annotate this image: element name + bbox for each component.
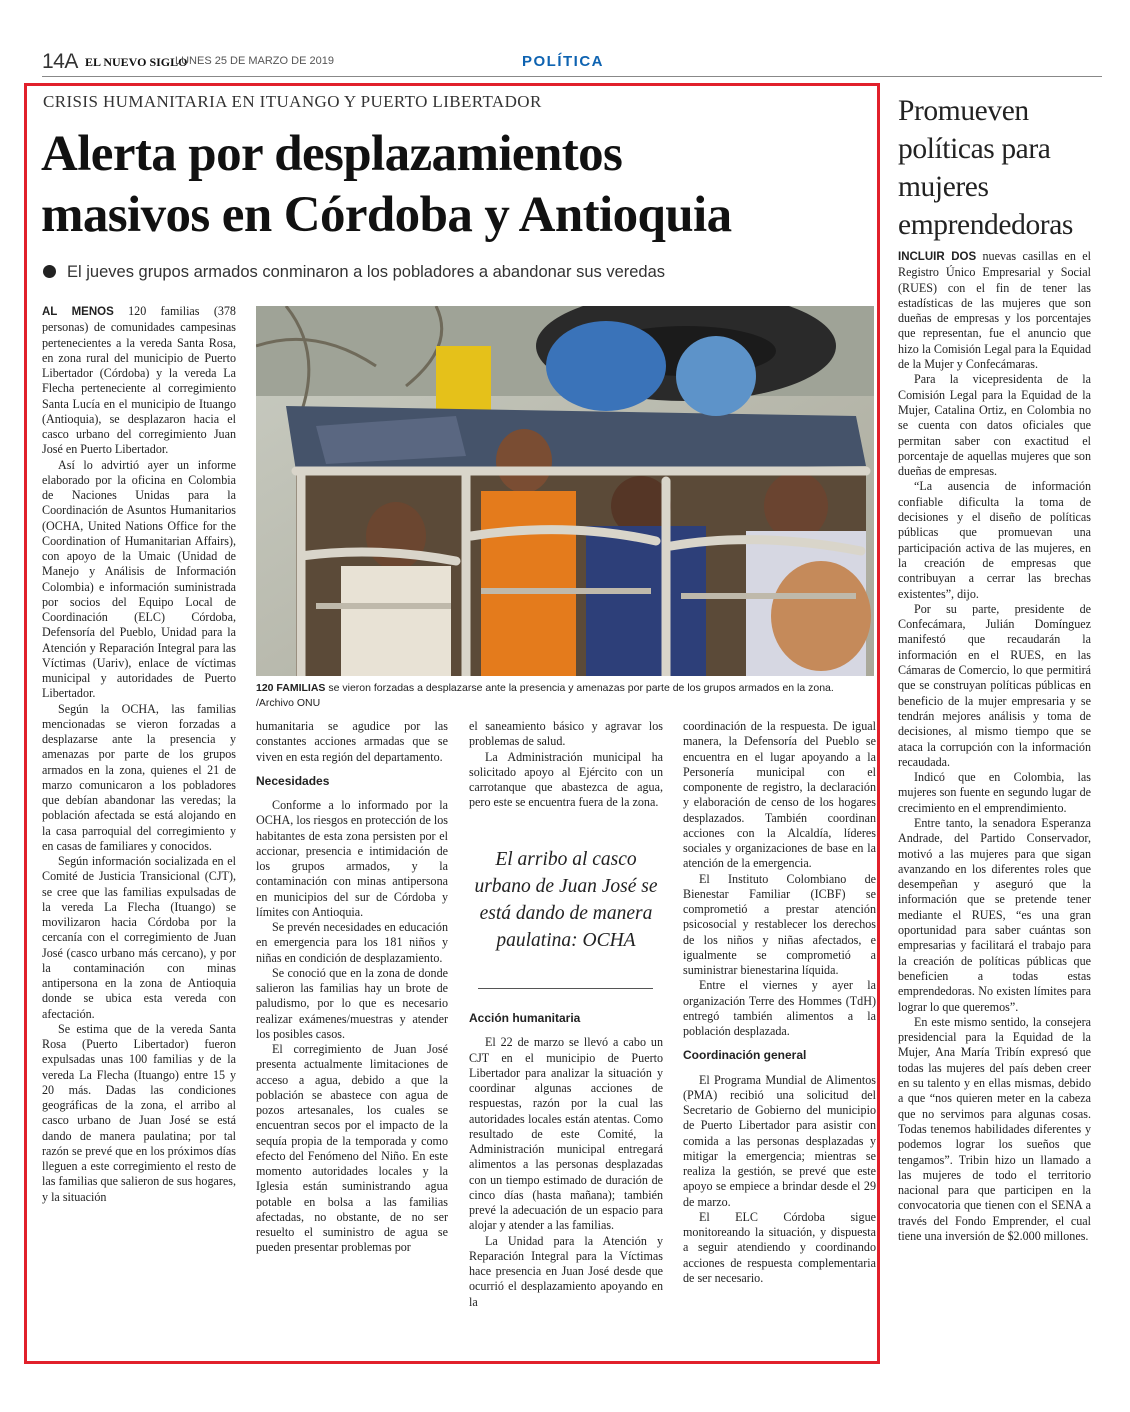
article-headline [41,124,871,246]
photo-caption [256,681,874,711]
article-column-4 [683,719,876,1286]
lead-paragraph: INCLUIR DOS nuevas casillas en el Registro Único Empresarial y Social (RUES) con el fin de tener las estadísticas de las mujeres que son dueñas de empresas y los porcentajes que representan, fue el anuncio que hizo la Comisión Legal para la Equidad de la Mujer y Confecámaras. [898,249,1092,372]
paragraph: El Instituto Colombiano de Bienestar Familiar (ICBF) se comprometió a prestar atención psicosocial y restablecer los derechos de los niños y niñas afectados, e igualmente se comprometió a suministrar bienestarina líquida. [683,871,876,977]
pull-quote: El arribo al casco urbano de Juan José se está dando de manera paulatina: OCHA [474,849,658,951]
subheading-humanitarian-action: Acción humanitaria [469,1011,581,1025]
subheading-needs: Necesidades [256,773,330,788]
paragraph: Conforme a lo informado por la OCHA, los riesgos en protección de los habitantes de esta zona persisten por el accionar, presencia e intimidación de los grupos armados, y la contaminación con minas antipersona en municipios del sur de Córdoba y límites con Antioquia. [256,798,448,919]
paragraph: humanitaria se agudice por las constantes acciones armadas que se viven en esta región del departamento. [256,719,448,764]
section-label: POLÍTICA [522,53,604,70]
paragraph: Se estima que de la vereda Santa Rosa (Puerto Libertador) fueron expulsadas unas 100 familias y de la vereda La Flecha (Ituango) entre 15 y 20 más. Dadas las condiciones geográficas de la zona, el arribo al casco urbano de Juan José se está dando de manera paulatina; por tal razón se prevé que en los próximos días lleguen a este corregimiento el resto de las familias que salieron de sus hogares, y la situación [42,1021,236,1204]
paragraph: El ELC Córdoba sigue monitoreando la situación, y dispuesta a seguir atendiendo y coordinando acciones de respuesta complementaria de ser necesario. [683,1209,876,1285]
subheading-general-coordination: Coordinación general [683,1048,807,1063]
paragraph: “La ausencia de información confiable dificulta la toma de decisiones y el diseño de políticas públicas que promuevan una participación activa de las mujeres, en la creación de empresas que contribuyan a cerrar las brechas existentes”, dijo. [898,479,1091,601]
headline-line-1: Alerta por desplazamientos [41,126,623,182]
caption-text: se vieron forzadas a desplazarse ante la presencia y amenazas por parte de los grupos armados en la zona. /Archivo ONU [256,682,834,709]
headline-line-2: masivos en Córdoba y Antioquia [41,187,732,243]
paragraph: Así lo advirtió ayer un informe elaborado por la oficina en Colombia de Naciones Unidas para la Coordinación de Asuntos Humanitarios (OCHA, United Nations Office for the Coordination of Humanitarian Affairs), con apoyo de la Umaic (Unidad de Manejo y Análisis de Información Colombia) e información suministrada por socios del Equipo Local de Coordinación (ELC) Córdoba, Defensoría del Pueblo, Unidad para la Atención y Reparación Integral para las Víctimas (Uariv), enlace de víctimas municipal y autoridades de Puerto Libertador. [42,457,236,701]
bullet-icon [43,265,56,278]
article-column-3 [469,719,663,811]
pull-quote-rule [478,988,653,989]
paragraph: El Programa Mundial de Alimentos (PMA) recibió una solicitud del Secretario de Gobierno del municipio de Puerto Libertador para asistir con comida a las personas desplazadas y mitigar la emergencia; mientras se realiza la gestión, se prevé que este apoyo se empiece a brindar desde el 29 de marzo. [683,1072,876,1209]
paragraph: Se prevén necesidades en educación en emergencia para los 181 niños y niñas en condición de desplazamiento. [256,920,448,965]
paragraph: El 22 de marzo se llevó a cabo un CJT en el municipio de Puerto Libertador para analizar la situación y coordinar algunas acciones de respuestas, razón por la cual las autoridades locales están atentas. Como resultado de este Comité, la Administración municipal entregará alimentos a las personas desplazadas con un tiempo estimado de duración de cinco días (hasta mañana); también prevé la adecuación de un espacio para alojar y atender a las familias. [469,1035,663,1233]
page-header [42,50,1102,76]
caption-lead: 120 FAMILIAS [256,682,326,694]
paragraph: En este mismo sentido, la consejera presidencial para la Equidad de la Mujer, Ana María Tribín expresó que todas las mujeres del país deben creer en su talento y en ellas mismas, debido a que “nos quieren meter en la cabeza que no servimos para algunas cosas. Todas tenemos habilidades diferentes y podemos lograr los sueños que tengamos”. Tribin hizo un llamado a las mujeres de todo el territorio nacional para que participen en la convocatoria que tienen con el SENA a través del Fondo Emprender, el cual tiene una inversión de $2.000 millones. [898,1014,1091,1243]
paragraph: el saneamiento básico y agravar los problemas de salud. [469,719,663,749]
article-column-1 [42,304,236,1205]
lead-in: AL MENOS [42,306,114,318]
paragraph: La Administración municipal ha solicitado apoyo al Ejército con un carrotanque que abastezca de agua, pero este se encuentra fuera de la zona. [469,749,663,810]
lead-paragraph: AL MENOS 120 familias (378 personas) de comunidades campesinas pertenecientes a la vereda Santa Rosa, en zona rural del municipio de Puerto Libertador (Córdoba) y la vereda La Flecha perteneciente al corregimiento Santa Lucía en el municipio de Ituango (Antioquia), se desplazaron hacia el casco urbano del corregimiento Juan José en Puerto Libertador. [42,304,236,457]
article-kicker: CRISIS HUMANITARIA EN ITUANGO Y PUERTO LIBERTADOR [43,92,542,111]
paragraph: Entre el viernes y ayer la organización Terre des Hommes (TdH) entregó también alimentos a la población desplazada. [683,978,876,1038]
news-photo [256,306,874,676]
paragraph: Se conoció que en la zona de donde salieron las familias hay un brote de paludismo, por lo que es necesario realizar exámenes/muestras y atender los posibles casos. [256,965,448,1041]
paragraph: La Unidad para la Atención y Reparación Integral para la Víctimas hace presencia en Juan José desde que ocurrió el desplazamiento apoyando en la [469,1233,663,1309]
page-number: 14A [42,50,78,73]
article-column-2 [256,719,448,1256]
paragraph: Por su parte, presidente de Confecámara, Julián Domínguez manifestó que recaudarán la información en el RUES, en las Cámaras de Comercio, lo que permitirá que se construyan políticas públicas en beneficio de la mujer empresaria y se tendrán mejores análisis y toma de decisiones, al mismo tiempo que se ataca la corrupción con la información recaudada. [898,601,1091,769]
sidebar-column [898,249,1091,1244]
article-column-3-continued [469,1011,663,1310]
paragraph: Para la vicepresidenta de la Comisión Legal para la Equidad de la Mujer, Catalina Ortiz, en Colombia no se cuenta con datos oficiales que permitan saber con exactitud el porcentaje de aquellas mujeres que son dueñas de empresas. [898,372,1091,479]
publication-date: LUNES 25 DE MARZO DE 2019 [175,55,334,67]
newspaper-name: EL NUEVO SIGLO [85,55,188,69]
paragraph: coordinación de la respuesta. De igual manera, la Defensoría del Pueblo se encuentra en el lugar apoyando a la Personería municipal con el componente de registro, la declaración y elaboración de censo de los hogares desplazados. También coordinan acciones con la Alcaldía, líderes sociales y organizaciones de base en la atención de la emergencia. [683,719,876,871]
header-rule [42,76,1102,77]
sidebar-headline: Promueven políticas para mujeres emprendedoras [898,95,1073,241]
deck-text: El jueves grupos armados conminaron a los pobladores a abandonar sus veredas [67,263,666,281]
displaced-families-truck-photo [256,306,874,676]
paragraph: Indicó que en Colombia, las mujeres son fuente en segundo lugar de crecimiento en el emprendimiento. [898,770,1091,815]
paragraph: Según la OCHA, las familias mencionadas se vieron forzadas a desplazarse ante la presencia y amenazas por parte de los grupos armados en la zona, quienes el 21 de marzo comunicaron a los pobladores que debían abandonar las veredas; la población afectada se está alojando en la casa parroquial del corregimiento y en casas de familiares y conocidos. [42,701,236,853]
paragraph: Entre tanto, la senadora Esperanza Andrade, del Partido Conservador, motivó a las mujeres para que sigan avanzando en los diferentes roles que desempeñan y aseguró que la información que se pretende tener mediante el RUES, “es una gran oportunidad para saber cuántas son empresarias y facilitará el trabajo para la creación de políticas públicas que beneficien a todas estas emprendedoras. No existen límites para lograr lo que queremos”. [898,815,1091,1014]
article-deck [43,263,665,282]
lead-in: INCLUIR DOS [898,251,977,263]
paragraph: El corregimiento de Juan José presenta actualmente limitaciones de acceso a agua, debido a que la población se abastece con agua de pozos artesanales, los cuales se encuentran secos por el impacto de la sequía propia de la temporada y como efecto del Fenómeno del Niño. En este momento autoridades locales y la Iglesia están suministrando agua potable en bolsa a las familias afectadas, no obstante, de no ser resuelto el suministro de agua se pueden presentar problemas por [256,1042,448,1255]
paragraph: Según información socializada en el Comité de Justicia Transicional (CJT), se cree que las familias expulsadas de la vereda La Flecha (Ituango) se movilizaron hacia Córdoba por la cercanía con el corregimiento de Juan José (casco urbano más cercano), y por la contaminación con minas antipersona en la zona de Antioquia donde se ubica esta vereda con afectación. [42,854,236,1021]
